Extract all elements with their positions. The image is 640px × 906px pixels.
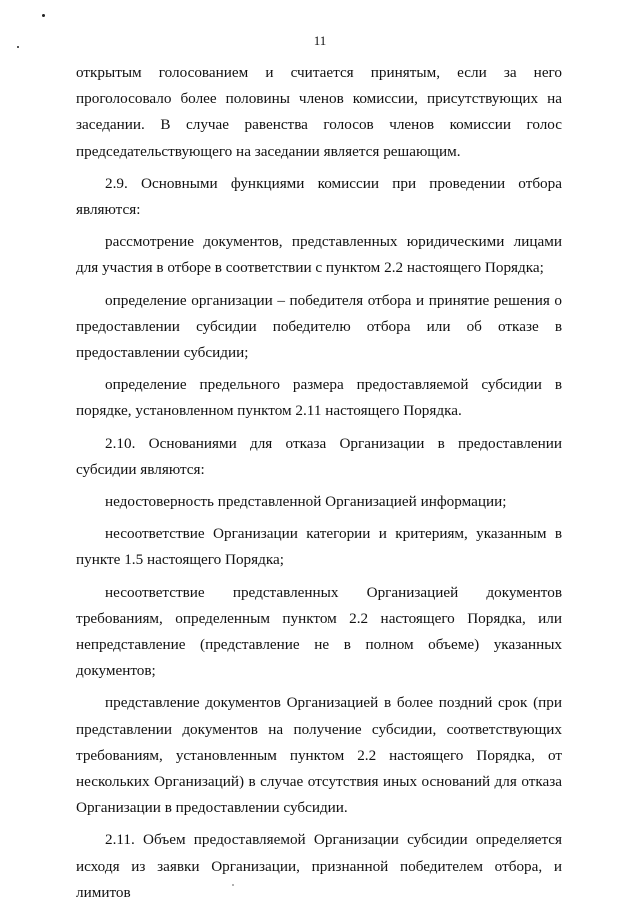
scan-artifact-dot — [42, 14, 45, 17]
paragraph: недостоверность представленной Организацией информации; — [105, 493, 507, 511]
paragraph: 2.11. Объем предоставляемой Организации субсидии определяется исходя из заявки Организации, признанной победителем отбора, и лимитов — [76, 831, 562, 901]
paragraph: представление документов Организацией в более поздний срок (при представлении документов на получение субсидии, соответствующих требованиям, установленным пунктом 2.2 настоящего Порядка, от нескольких Организаций) в случае отсутствия иных оснований для отказа Организации в предоставлении субсидии. — [76, 694, 562, 817]
paragraph: открытым голосованием и считается принятым, если за него проголосовало более половины членов комиссии, присутствующих на заседании. В случае равенства голосов членов комиссии голос председательствующего на заседании является решающим. — [76, 64, 562, 160]
paragraph: определение организации – победителя отбора и принятие решения о предоставлении субсидии победителю отбора или об отказе в предоставлении субсидии; — [76, 291, 562, 362]
paragraph: 2.10. Основаниями для отказа Организации в предоставлении субсидии являются: — [76, 434, 562, 478]
paragraph: 2.9. Основными функциями комиссии при проведении отбора являются: — [76, 174, 562, 219]
paragraph: определение предельного размера предоставляемой субсидии в порядке, установленном пунктом 2.11 настоящего Порядка. — [76, 376, 562, 420]
paragraph: несоответствие Организации категории и критериям, указанным в пункте 1.5 настоящего Порядка; — [76, 525, 562, 569]
paragraph: рассмотрение документов, представленных юридическими лицами для участия в отборе в соответствии с пунктом 2.2 настоящего Порядка; — [76, 233, 562, 277]
page-number: 11 — [313, 33, 327, 48]
document-body — [76, 60, 562, 906]
paragraph: несоответствие представленных Организацией документов требованиям, определенным пунктом 2.2 настоящего Порядка, или непредставление (представление не в полном объеме) указанных документов; — [76, 583, 562, 680]
